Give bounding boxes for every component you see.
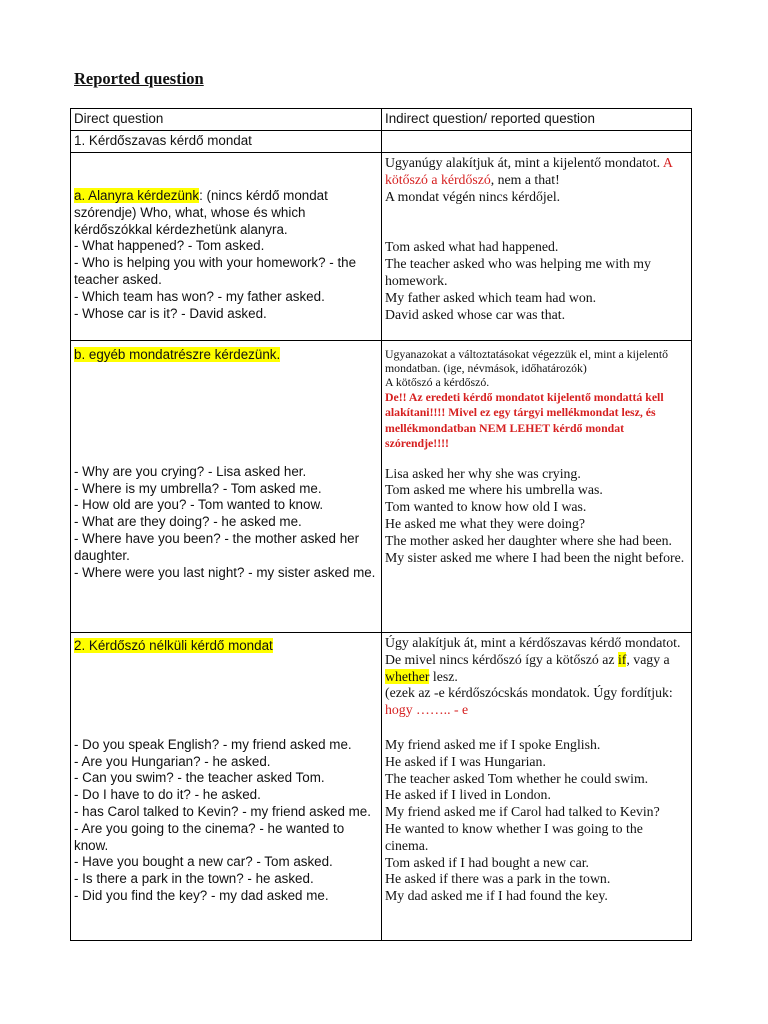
header-indirect: Indirect question/ reported question <box>382 109 692 131</box>
row-yes-no-question <box>71 633 692 941</box>
list-item: The teacher asked Tom whether he could swim. <box>385 770 649 786</box>
row-a-answers <box>385 239 688 323</box>
header-row <box>71 109 692 131</box>
section1-row <box>71 131 692 153</box>
section1-title: 1. Kérdőszavas kérdő mondat <box>71 131 382 153</box>
list-item: - Why are you crying? - Lisa asked her. <box>74 463 307 479</box>
list-item: My dad asked me if I had found the key. <box>385 888 608 904</box>
list-item: He wanted to know whether I was going to the cinema. <box>385 820 643 853</box>
list-item: Tom wanted to know how old I was. <box>385 499 587 515</box>
keyword-if: if <box>617 651 627 667</box>
row-2-examples <box>74 737 378 905</box>
row-a-examples <box>74 238 378 322</box>
row-a-explanation: Ugyanúgy alakítjuk át, mint a kijelentő mondatot. A kötőszó a kérdőszó, nem a that! A mondat végén nincs kérdőjel. <box>385 155 673 204</box>
list-item: He asked if there was a park in the town. <box>385 871 611 887</box>
row-a-rule: a. Alanyra kérdezünk: (nincs kérdő mondat szórendje) Who, what, whose és which kérdőszókkal kérdezhetünk alanyra. <box>74 188 328 237</box>
list-item: He asked if I was Hungarian. <box>385 753 546 769</box>
row-b-explanation: Ugyanazokat a változtatásokat végezzük el, mint a kijelentő mondatban. (ige, névmások, időhatározók) <box>385 347 669 376</box>
list-item: - Do I have to do it? - he asked. <box>74 787 261 803</box>
list-item: - Where have you been? - the mother asked her daughter. <box>74 530 360 563</box>
list-item: The teacher asked who was helping me with my homework. <box>385 256 651 288</box>
list-item: Tom asked if I had bought a new car. <box>385 854 590 870</box>
list-item: - Who is helping you with your homework? - the teacher asked. <box>74 255 357 287</box>
row-a-heading: a. Alanyra kérdezünk <box>74 188 200 203</box>
row-other-question: b. egyéb mondatrészre kérdezünk. - Why are you crying? - Lisa asked her. - Where is my umbrella? - Tom asked me. - How old are you? - Tom wanted to know. - What are they doing? - he asked me. - Where have you been? - the mother asked her daughter. - Where were you last night? - my sister asked me. Ugyanazokat a változtatásokat végezzük el, mint a kijelentő mondatban. (ige, névmások, időhatározók) A kötőszó a kérdőszó. De!! Az eredeti kérdő mondatot kijelentő mondattá kell alakítani!!!! Mivel ez egy tárgyi mellékmondat lesz, és mellékmondatban NEM LEHET kérdő mondat szórendje!!!! Lisa asked her why she was crying. Tom asked me where his umbrella was. Tom wanted to know how old I was. He asked me what they were doing? The mother asked her daughter where she had been. My sister asked me where I had been the night before. <box>71 341 692 633</box>
list-item: He asked if I lived in London. <box>385 787 551 803</box>
list-item: - Where is my umbrella? - Tom asked me. <box>74 480 322 496</box>
list-item: - Whose car is it? - David asked. <box>74 305 267 321</box>
row-subject-question <box>71 153 692 341</box>
list-item: Lisa asked her why she was crying. <box>385 465 581 481</box>
row-b-heading: b. egyéb mondatrészre kérdezünk. <box>74 347 281 362</box>
grammar-table <box>70 108 692 941</box>
list-item: - Did you find the key? - my dad asked me. <box>74 887 329 903</box>
list-item: - has Carol talked to Kevin? - my friend asked me. <box>74 803 371 819</box>
list-item: Tom asked me where his umbrella was. <box>385 482 603 498</box>
list-item: - Where were you last night? - my sister asked me. <box>74 564 376 580</box>
list-item: - Is there a park in the town? - he asked. <box>74 871 314 887</box>
list-item: My father asked which team had won. <box>385 289 597 305</box>
list-item: He asked me what they were doing? <box>385 516 585 531</box>
list-item: - How old are you? - Tom wanted to know. <box>74 497 324 513</box>
row-2-explanation: Úgy alakítjuk át, mint a kérdőszavas kérdő mondatot. De mivel nincs kérdőszó így a kötőszó az if, vagy a whether lesz. (ezek az -e kérdőszócskás mondatok. Úgy fordítjuk: hogy …….. - e <box>385 635 681 718</box>
row-2-answers <box>385 737 688 905</box>
list-item: The mother asked her daughter where she had been. <box>385 532 672 548</box>
list-item: - What happened? - Tom asked. <box>74 238 265 254</box>
keyword-whether: whether <box>385 668 430 684</box>
list-item: David asked whose car was that. <box>385 306 566 322</box>
row-b-answers <box>385 466 688 567</box>
header-direct: Direct question <box>71 109 382 131</box>
list-item: My friend asked me if Carol had talked to Kevin? <box>385 804 660 820</box>
row-b-examples <box>74 464 378 582</box>
list-item: - Are you going to the cinema? - he wanted to know. <box>74 820 345 853</box>
list-item: My sister asked me where I had been the night before. <box>385 549 685 565</box>
list-item: Tom asked what had happened. <box>385 239 559 255</box>
list-item: My friend asked me if I spoke English. <box>385 736 601 752</box>
list-item: - Have you bought a new car? - Tom asked. <box>74 854 333 870</box>
list-item: - Do you speak English? - my friend asked me. <box>74 736 352 752</box>
row-2-heading: 2. Kérdőszó nélküli kérdő mondat <box>74 638 273 653</box>
page-title: Reported question <box>74 69 204 88</box>
translation-hint: hogy …….. - e <box>385 702 469 718</box>
list-item: - Can you swim? - the teacher asked Tom. <box>74 770 325 786</box>
list-item: - What are they doing? - he asked me. <box>74 514 302 530</box>
list-item: - Are you Hungarian? - he asked. <box>74 753 271 769</box>
list-item: - Which team has won? - my father asked. <box>74 288 325 304</box>
row-b-warning: De!! Az eredeti kérdő mondatot kijelentő mondattá kell alakítani!!!! Mivel ez egy tárgyi mellékmondat lesz, és mellékmondatban NEM LEHET kérdő mondat szórendje!!!! <box>385 389 664 451</box>
